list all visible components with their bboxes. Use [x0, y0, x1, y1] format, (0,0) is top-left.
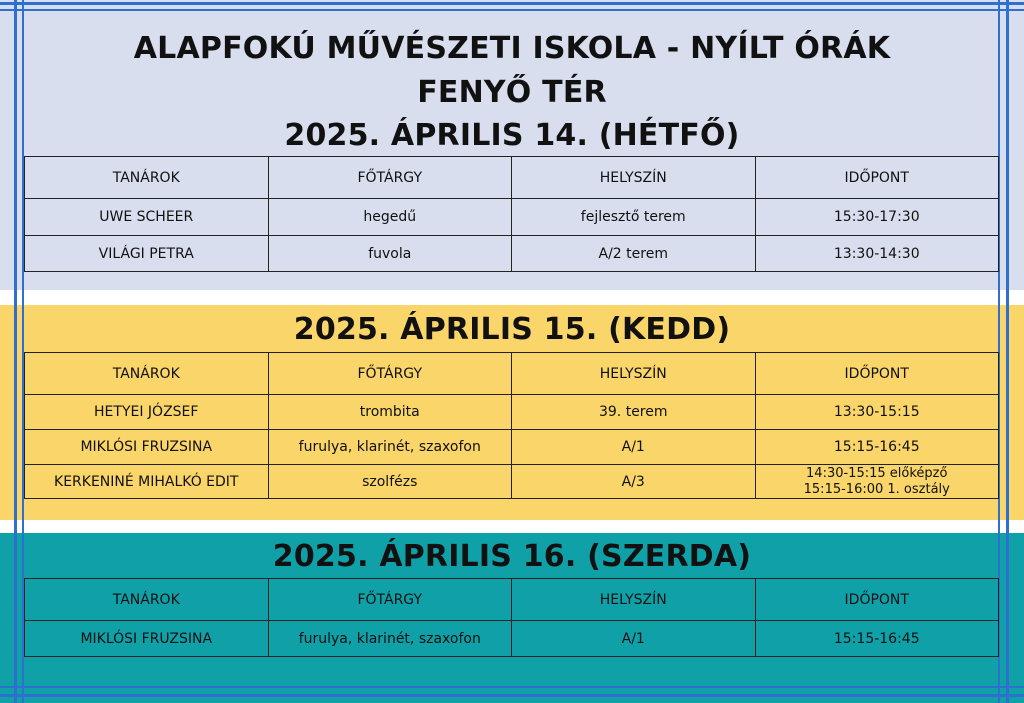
frame-line-bottom-2: [0, 694, 1024, 697]
subject-cell: trombita: [268, 395, 512, 430]
table-row: [25, 465, 999, 499]
table-row: [25, 621, 999, 657]
subject-cell: fuvola: [268, 236, 512, 272]
time-cell: 13:30-14:30: [755, 236, 999, 272]
teacher-cell: MIKLÓSI FRUZSINA: [25, 621, 269, 657]
teacher-cell: VILÁGI PETRA: [25, 236, 269, 272]
column-header-time: IDŐPONT: [755, 353, 999, 395]
subject-cell: szolfézs: [268, 465, 512, 499]
time-cell: [755, 465, 999, 499]
schedule-table-wednesday: [24, 578, 999, 657]
frame-line-top-1: [0, 2, 1024, 5]
column-header-location: HELYSZÍN: [512, 353, 756, 395]
header-location: FENYŐ TÉR: [417, 75, 607, 110]
teacher-cell: UWE SCHEER: [25, 199, 269, 236]
day-title-wednesday: 2025. ÁPRILIS 16. (SZERDA): [272, 539, 752, 574]
header-title: ALAPFOKÚ MŰVÉSZETI ISKOLA - NYÍLT ÓRÁK: [133, 31, 891, 66]
column-header-subject: FŐTÁRGY: [268, 353, 512, 395]
location-cell: A/1: [512, 430, 756, 465]
table-row: [25, 236, 999, 272]
teacher-cell: MIKLÓSI FRUZSINA: [25, 430, 269, 465]
table-row: [25, 395, 999, 430]
frame-line-bottom-1: [0, 686, 1024, 688]
day-title-tuesday: 2025. ÁPRILIS 15. (KEDD): [293, 312, 731, 347]
location-cell: 39. terem: [512, 395, 756, 430]
time-cell: 15:15-16:45: [755, 621, 999, 657]
schedule-table-tuesday: [24, 352, 999, 499]
schedule-table-monday: [24, 156, 999, 272]
location-cell: fejlesztő terem: [512, 199, 756, 236]
table-header-row: [25, 353, 999, 395]
table-row: [25, 430, 999, 465]
subject-cell: furulya, klarinét, szaxofon: [268, 430, 512, 465]
column-header-subject: FŐTÁRGY: [268, 579, 512, 621]
frame-line-top-2: [0, 9, 1024, 11]
time-cell: 15:15-16:45: [755, 430, 999, 465]
location-cell: A/2 terem: [512, 236, 756, 272]
day-title-monday: 2025. ÁPRILIS 14. (HÉTFŐ): [284, 118, 740, 153]
subject-cell: hegedű: [268, 199, 512, 236]
column-header-location: HELYSZÍN: [512, 579, 756, 621]
column-header-time: IDŐPONT: [755, 579, 999, 621]
table-row: [25, 199, 999, 236]
teacher-cell: HETYEI JÓZSEF: [25, 395, 269, 430]
column-header-time: IDŐPONT: [755, 157, 999, 199]
column-header-teachers: TANÁROK: [25, 353, 269, 395]
column-header-subject: FŐTÁRGY: [268, 157, 512, 199]
column-header-teachers: TANÁROK: [25, 157, 269, 199]
time-line-1: 14:30-15:15 előképző: [806, 465, 948, 481]
time-cell: 15:30-17:30: [755, 199, 999, 236]
column-header-location: HELYSZÍN: [512, 157, 756, 199]
subject-cell: furulya, klarinét, szaxofon: [268, 621, 512, 657]
teacher-cell: KERKENINÉ MIHALKÓ EDIT: [25, 465, 269, 499]
time-cell: 13:30-15:15: [755, 395, 999, 430]
location-cell: A/3: [512, 465, 756, 499]
time-line-2: 15:15-16:00 1. osztály: [803, 481, 950, 497]
table-header-row: [25, 579, 999, 621]
column-header-teachers: TANÁROK: [25, 579, 269, 621]
table-header-row: [25, 157, 999, 199]
location-cell: A/1: [512, 621, 756, 657]
